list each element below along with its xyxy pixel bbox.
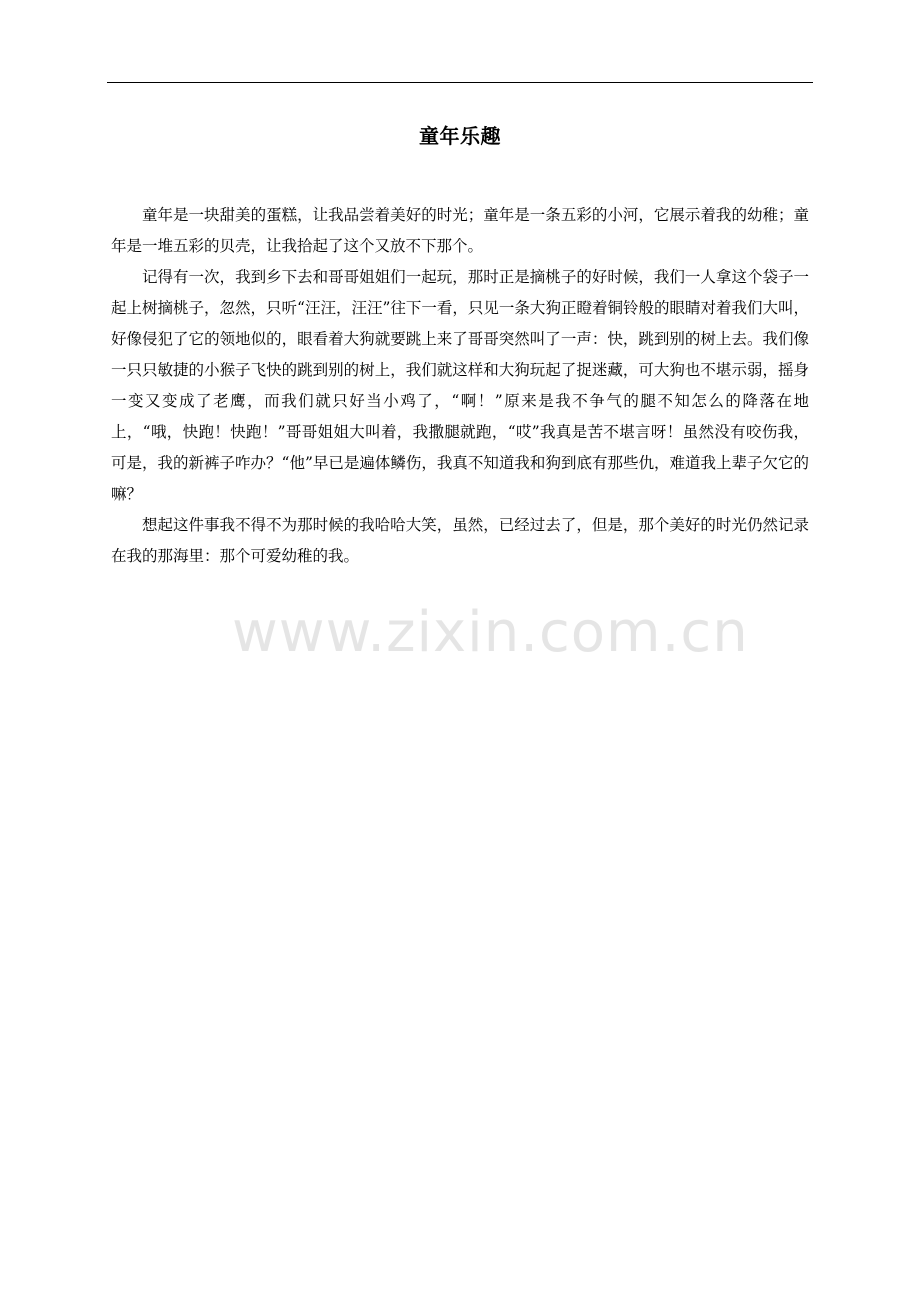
document-title: 童年乐趣	[419, 124, 501, 148]
paragraph-3: 想起这件事我不得不为那时候的我哈哈大笑，虽然，已经过去了，但是，那个美好的时光仍然记录在我的那海里：那个可爱幼稚的我。	[111, 516, 809, 565]
document-body	[111, 200, 809, 572]
paragraph-2: 记得有一次，我到乡下去和哥哥姐姐们一起玩，那时正是摘桃子的好时候，我们一人拿这个袋子一起上树摘桃子，忽然，只听“汪汪，汪汪”往下一看，只见一条大狗正瞪着铜铃般的眼睛对着我们大叫，好像侵犯了它的领地似的，眼看着大狗就要跳上来了哥哥突然叫了一声：快，跳到别的树上去。我们像一只只敏捷的小猴子飞快的跳到别的树上，我们就这样和大狗玩起了捉迷藏，可大狗也不堪示弱，摇身一变又变成了老鹰，而我们就只好当小鸡了，“啊！”原来是我不争气的腿不知怎么的降落在地上，“哦，快跑！快跑！”哥哥姐姐大叫着，我撒腿就跑，“哎”我真是苦不堪言呀！虽然没有咬伤我，可是，我的新裤子咋办？“他”早已是遍体鳞伤，我真不知道我和狗到底有那些仇，难道我上辈子欠它的嘛？	[111, 268, 809, 503]
header-rule	[107, 82, 813, 83]
watermark-text: www.zixin.com.cn	[232, 600, 749, 665]
paragraph-1: 童年是一块甜美的蛋糕，让我品尝着美好的时光；童年是一条五彩的小河，它展示着我的幼稚；童年是一堆五彩的贝壳，让我拾起了这个又放不下那个。	[111, 206, 809, 255]
